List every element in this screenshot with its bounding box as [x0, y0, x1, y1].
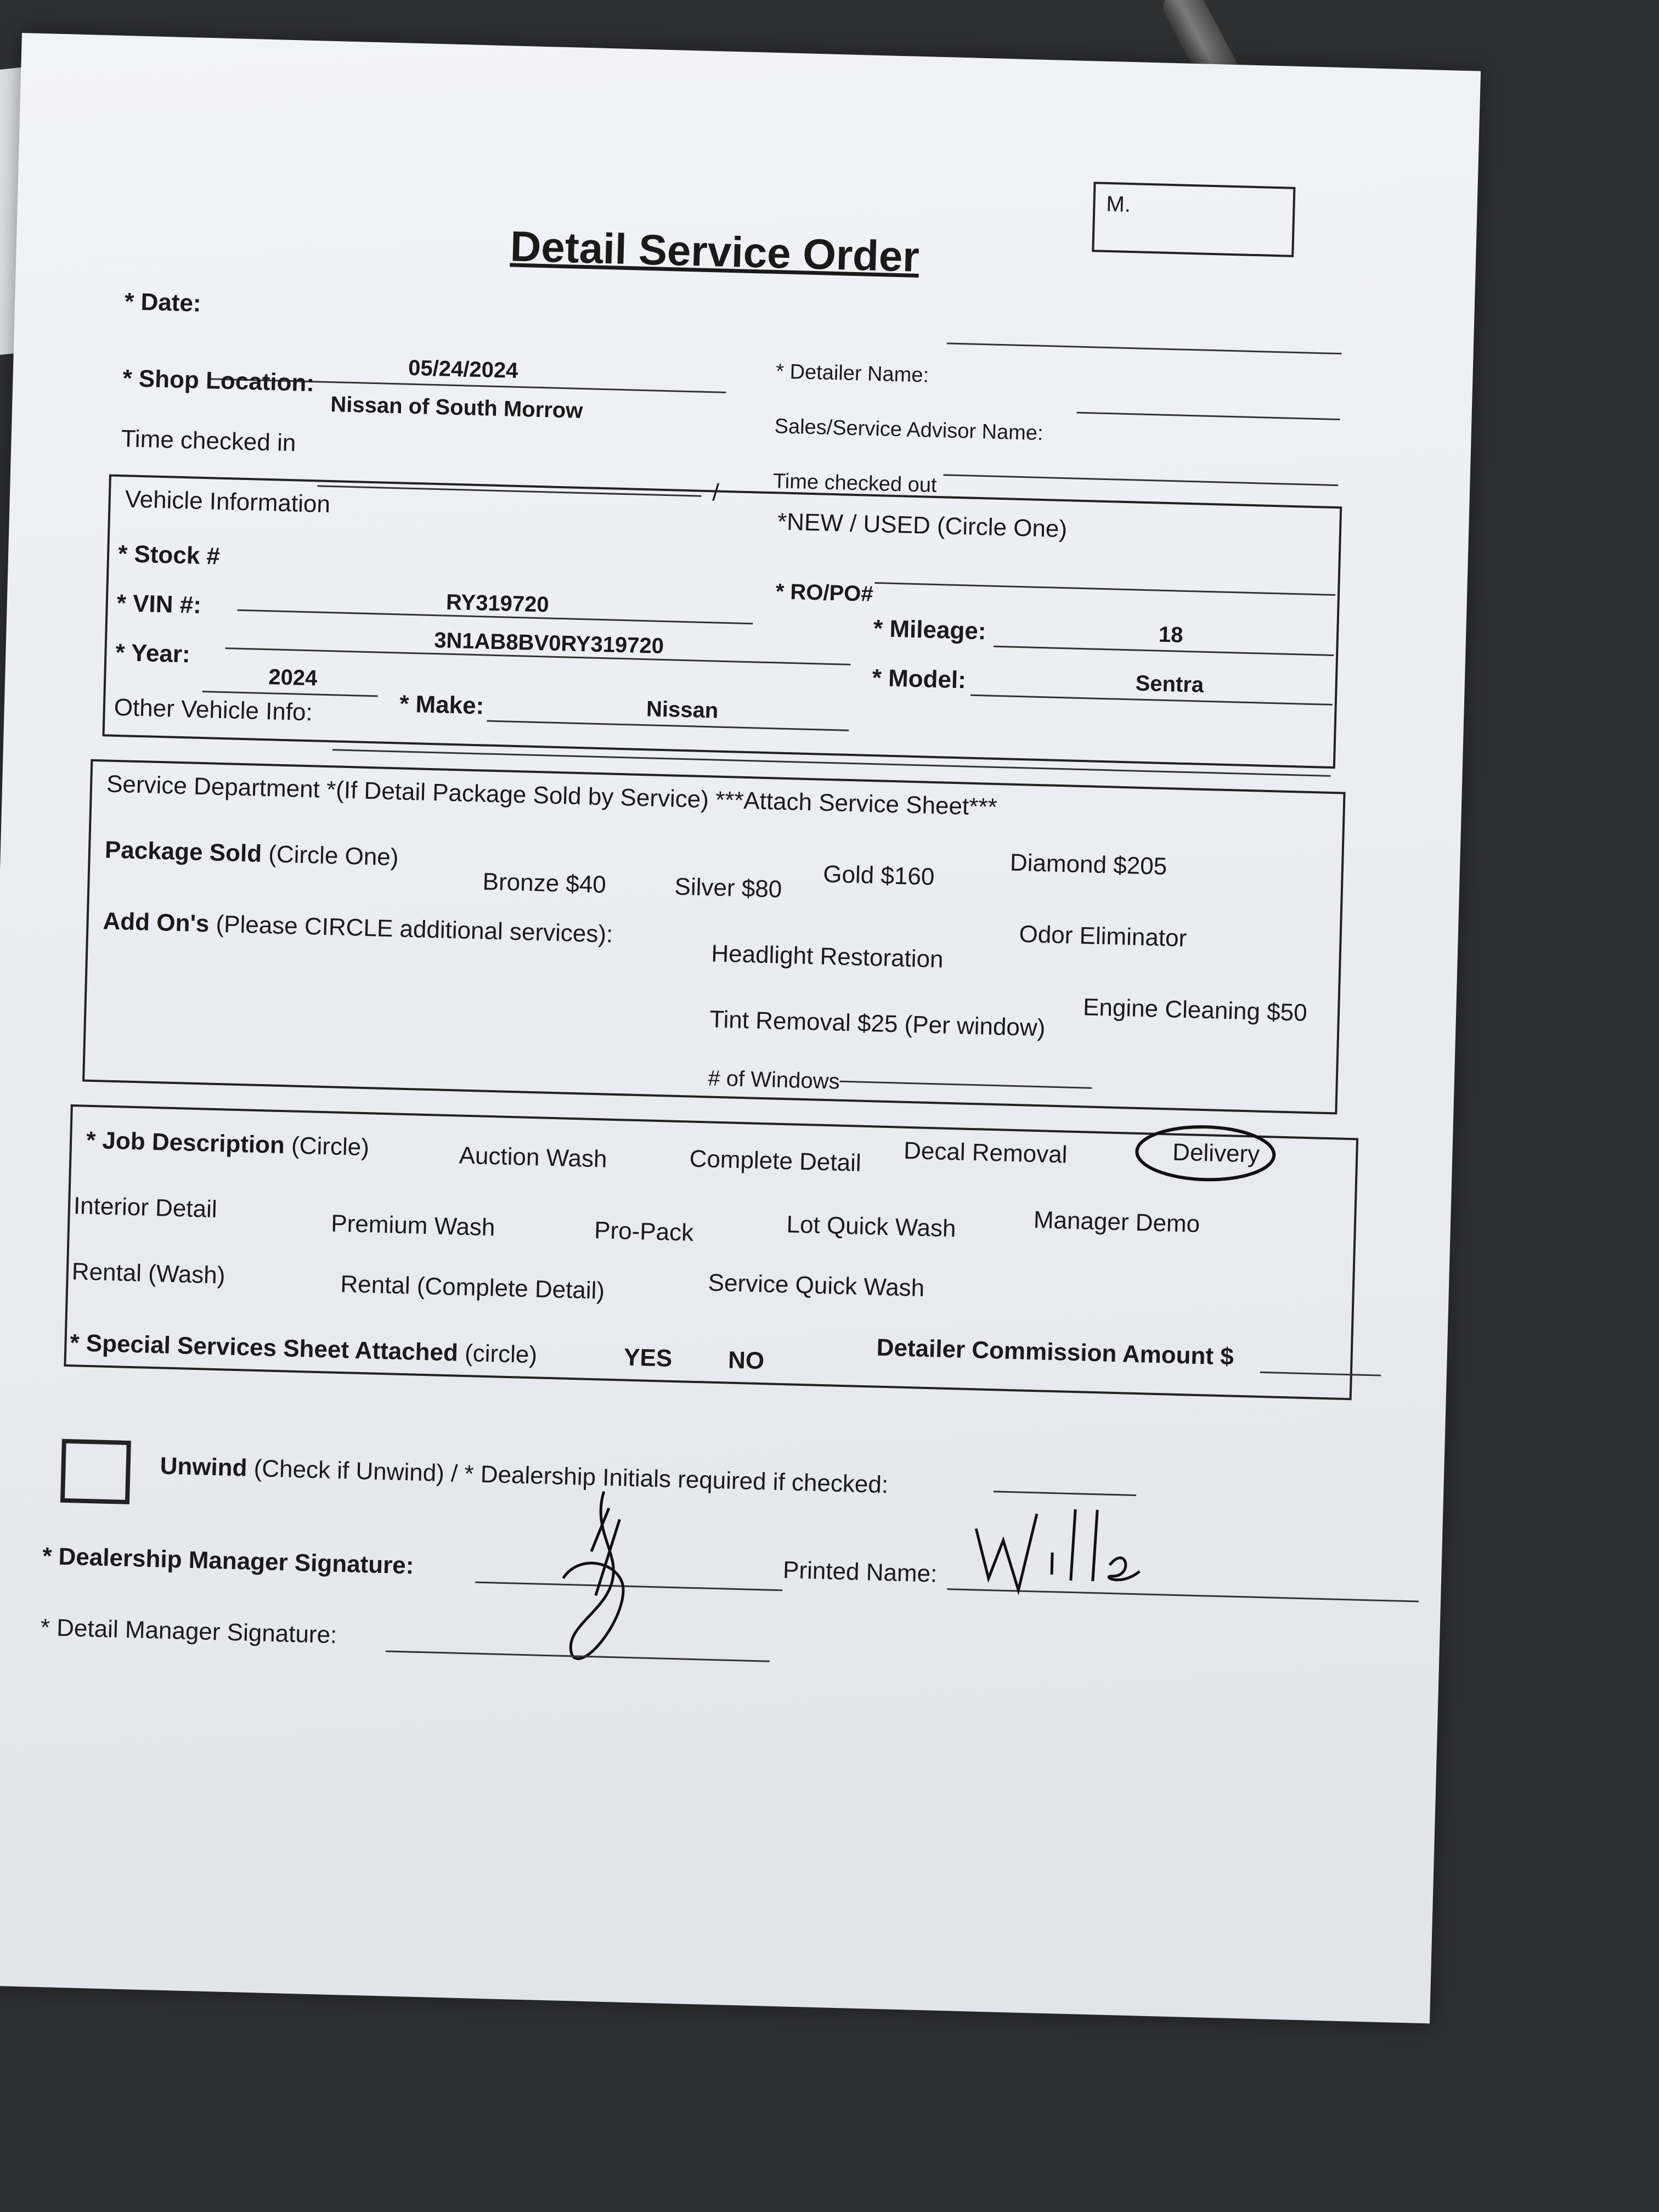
dealer-sig-label: * Dealership Manager Signature: — [42, 1542, 415, 1579]
job-complete-detail[interactable]: Complete Detail — [689, 1145, 862, 1177]
date-value: 05/24/2024 — [408, 356, 518, 383]
other-info-label: Other Vehicle Info: — [114, 693, 313, 726]
job-auction-wash[interactable]: Auction Wash — [459, 1142, 608, 1173]
vin-label: * VIN #: — [116, 589, 202, 619]
year-label: * Year: — [115, 639, 191, 668]
stock-label: * Stock # — [117, 540, 221, 570]
ro-po-label: * RO/PO# — [775, 579, 874, 606]
job-rental-complete[interactable]: Rental (Complete Detail) — [340, 1270, 605, 1305]
vehicle-info-label: Vehicle Information — [125, 486, 331, 518]
job-rental-wash[interactable]: Rental (Wash) — [71, 1258, 226, 1289]
job-interior-detail[interactable]: Interior Detail — [73, 1192, 218, 1223]
windows-label: # of Windows — [707, 1066, 840, 1094]
new-used-label: *NEW / USED (Circle One) — [777, 508, 1068, 543]
special-no[interactable]: NO — [727, 1346, 765, 1375]
stock-value: RY319720 — [445, 590, 550, 617]
dealer-signature — [528, 1484, 675, 1674]
corner-box — [1092, 182, 1295, 257]
addon-engine[interactable]: Engine Cleaning $50 — [1082, 994, 1308, 1026]
unwind-row — [160, 1452, 889, 1499]
advisor-line — [1077, 412, 1340, 421]
initials-line — [994, 1491, 1136, 1496]
printed-name-handwriting — [968, 1496, 1153, 1627]
job-hint: (Circle) — [291, 1132, 370, 1161]
package-silver[interactable]: Silver $80 — [674, 873, 782, 903]
unwind-hint: (Check if Unwind) / * Dealership Initials required if checked: — [253, 1454, 889, 1499]
mileage-value: 18 — [1158, 622, 1184, 647]
special-label: * Special Services Sheet Attached — [69, 1329, 459, 1367]
special-yes[interactable]: YES — [623, 1344, 673, 1372]
job-premium-wash[interactable]: Premium Wash — [330, 1210, 496, 1242]
package-gold[interactable]: Gold $160 — [822, 860, 935, 891]
service-dept-label: Service Department *(If Detail Package Sold by Service) ***Attach Service Sheet*** — [106, 770, 998, 821]
detail-sig-label: * Detail Manager Signature: — [40, 1613, 337, 1649]
date-label: * Date: — [124, 288, 202, 317]
mileage-label: * Mileage: — [873, 615, 987, 645]
addons-hint: (Please CIRCLE additional services): — [215, 910, 613, 948]
shop-location-value: Nissan of South Morrow — [330, 392, 583, 423]
shop-location-label: * Shop Location: — [122, 365, 315, 397]
addon-odor[interactable]: Odor Eliminator — [1018, 921, 1187, 952]
addons-label: Add On's — [103, 907, 210, 938]
make-value: Nissan — [646, 697, 719, 723]
model-label: * Model: — [872, 664, 967, 694]
unwind-checkbox[interactable] — [60, 1439, 131, 1504]
service-order-sheet — [0, 33, 1481, 2023]
job-pro-pack[interactable]: Pro-Pack — [594, 1217, 694, 1246]
job-decal-removal[interactable]: Decal Removal — [903, 1137, 1068, 1169]
year-value: 2024 — [268, 665, 318, 691]
vin-value: 3N1AB8BV0RY319720 — [433, 628, 664, 659]
job-label: * Job Description — [86, 1126, 285, 1159]
detailer-name-label: * Detailer Name: — [775, 360, 929, 387]
job-manager-demo[interactable]: Manager Demo — [1033, 1206, 1200, 1238]
advisor-label: Sales/Service Advisor Name: — [774, 415, 1044, 445]
addon-headlight[interactable]: Headlight Restoration — [710, 940, 944, 973]
time-checked-in-label: Time checked in — [121, 425, 296, 457]
time-out-line — [943, 474, 1338, 486]
package-bronze[interactable]: Bronze $40 — [482, 868, 607, 899]
model-value: Sentra — [1135, 671, 1204, 697]
make-label: * Make: — [399, 690, 484, 720]
corner-box-text: M. — [1105, 191, 1131, 217]
job-service-quick-wash[interactable]: Service Quick Wash — [708, 1269, 925, 1302]
detailer-name-line — [947, 342, 1342, 354]
special-hint: (circle) — [464, 1339, 538, 1369]
job-delivery[interactable]: Delivery — [1172, 1138, 1260, 1168]
unwind-label: Unwind — [160, 1452, 248, 1482]
time-checked-out-label: Time checked out — [772, 470, 938, 497]
form-title: Detail Service Order — [509, 222, 920, 281]
slash: / — [712, 479, 720, 506]
commission-label: Detailer Commission Amount $ — [876, 1334, 1234, 1370]
addon-tint[interactable]: Tint Removal $25 (Per window) — [709, 1006, 1046, 1042]
printed-name-label: Printed Name: — [782, 1556, 938, 1588]
package-label: Package Sold — [104, 836, 262, 867]
delivery-circle — [1133, 1121, 1278, 1191]
package-hint: (Circle One) — [268, 840, 399, 871]
package-diamond[interactable]: Diamond $205 — [1009, 849, 1167, 881]
job-lot-quick-wash[interactable]: Lot Quick Wash — [786, 1211, 957, 1243]
